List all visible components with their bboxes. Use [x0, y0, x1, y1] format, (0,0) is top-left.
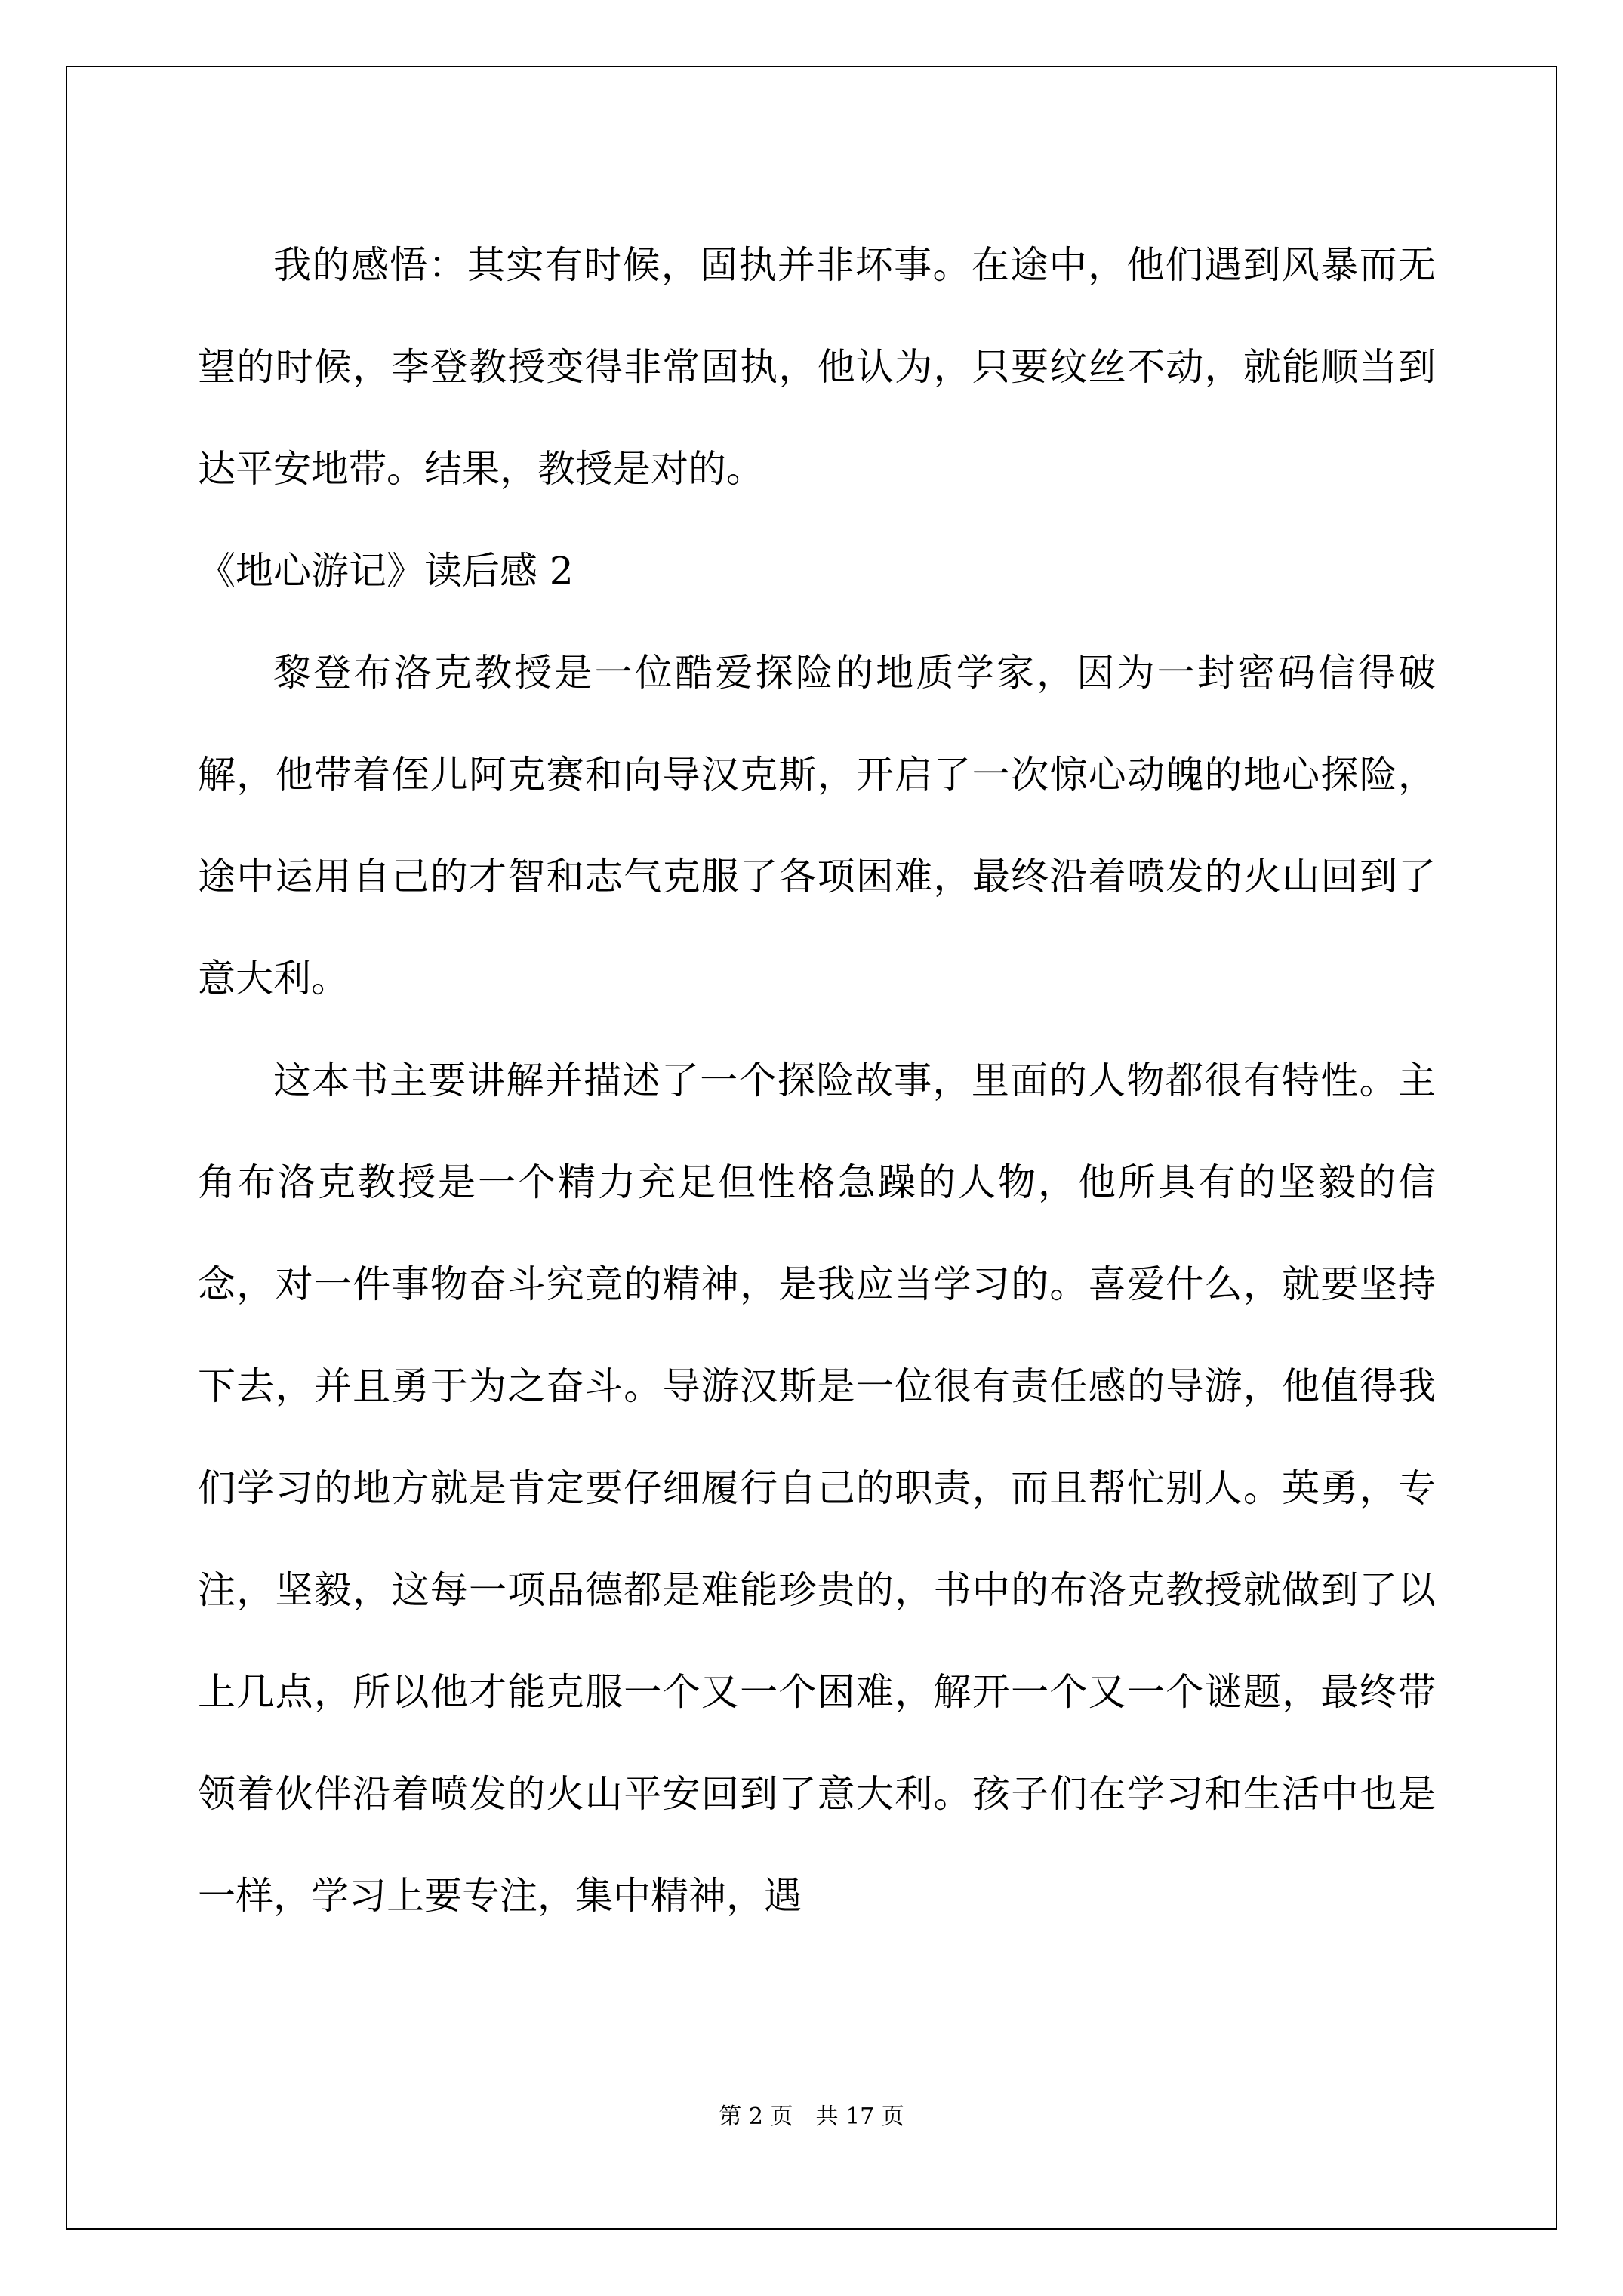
- paragraph-reflection: 我的感悟：其实有时候，固执并非坏事。在途中，他们遇到风暴而无望的时候，李登教授变得非常固执，他认为，只要纹丝不动，就能顺当到达平安地带。结果，教授是对的。: [198, 243, 1436, 491]
- paragraph-analysis: 这本书主要讲解并描述了一个探险故事，里面的人物都很有特性。主角布洛克教授是一个精力充足但性格急躁的人物，他所具有的坚毅的信念，对一件事物奋斗究竟的精神，是我应当学习的。喜爱什么，就要坚持下去，并且勇于为之奋斗。导游汉斯是一位很有责任感的导游，他值得我们学习的地方就是肯定要仔细履行自己的职责，而且帮忙别人。英勇，专注，坚毅，这每一项品德都是难能珍贵的，书中的布洛克教授就做到了以上几点，所以他才能克服一个又一个困难，解开一个又一个谜题，最终带领着伙伴沿着喷发的火山平安回到了意大利。孩子们在学习和生活中也是一样，学习上要专注，集中精神，遇: [198, 1059, 1436, 1918]
- paragraph-summary: 黎登布洛克教授是一位酷爱探险的地质学家，因为一封密码信得破解，他带着侄儿阿克赛和向导汉克斯，开启了一次惊心动魄的地心探险，途中运用自己的才智和志气克服了各项困难，最终沿着喷发的火山回到了意大利。: [198, 651, 1436, 1000]
- page-number-footer: 第 2 页 共 17 页: [719, 2103, 904, 2130]
- document-body: [198, 214, 1436, 1947]
- section-heading: 《地心游记》读后感 2: [198, 549, 574, 593]
